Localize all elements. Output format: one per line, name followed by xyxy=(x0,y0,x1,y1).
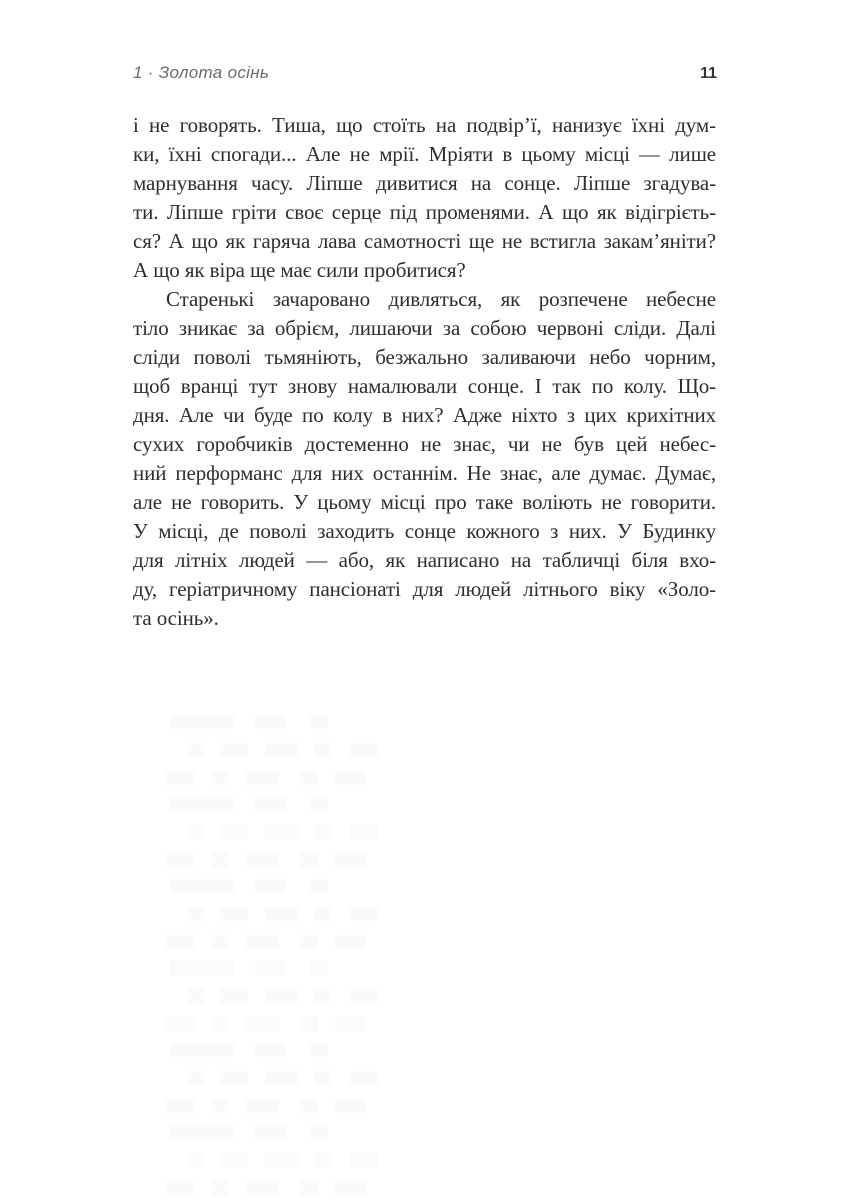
text-line: для літніх людей — або, як написано на табличці біля вхо- xyxy=(133,548,716,572)
text-line: ний перформанс для них останнім. Не знає, але думає. Думає, xyxy=(133,461,716,485)
paragraph xyxy=(133,111,716,285)
paragraph xyxy=(133,285,716,633)
text-line: А що як віра ще має сили пробитися? xyxy=(133,258,466,282)
text-line: але не говорить. У цьому місці про таке воліють не говорити. xyxy=(133,490,716,514)
text-line: сліди поволі тьмяніють, безжально заливаючи небо чорним, xyxy=(133,345,716,369)
text-line: тіло зникає за обрієм, лишаючи за собою червоні сліди. Далі xyxy=(133,316,716,340)
text-line: та осінь». xyxy=(133,606,219,630)
text-line: сухих горобчиків достеменно не знає, чи не був цей небес- xyxy=(133,432,716,456)
text-line: ти. Ліпше гріти своє серце під променями. А що як відігрієть- xyxy=(133,200,716,224)
chapter-title: 1 · Золота осінь xyxy=(133,63,270,82)
text-line: ся? А що як гаряча лава самотності ще не встигла закам’яніти? xyxy=(133,229,716,253)
body-text xyxy=(133,111,716,633)
text-line: марнування часу. Ліпше дивитися на сонце. Ліпше згадува- xyxy=(133,171,716,195)
text-line: Старенькі зачаровано дивляться, як розпечене небесне xyxy=(166,287,716,311)
running-header xyxy=(133,63,717,83)
text-line: дня. Але чи буде по колу в них? Адже ніхто з цих крихітних xyxy=(133,403,716,427)
page-showthrough xyxy=(150,715,490,1200)
text-line: ду, геріатричному пансіонаті для людей літнього віку «Золо- xyxy=(133,577,716,601)
text-line: ки, їхні спогади... Але не мрії. Мріяти в цьому місці — лише xyxy=(133,142,716,166)
text-line: У місці, де поволі заходить сонце кожного з них. У Будинку xyxy=(133,519,716,543)
text-line: щоб вранці тут знову намалювали сонце. І так по колу. Що- xyxy=(133,374,716,398)
text-line: і не говорять. Тиша, що стоїть на подвір’ї, нанизує їхні дум- xyxy=(133,113,716,137)
page-number: 11 xyxy=(700,65,717,82)
